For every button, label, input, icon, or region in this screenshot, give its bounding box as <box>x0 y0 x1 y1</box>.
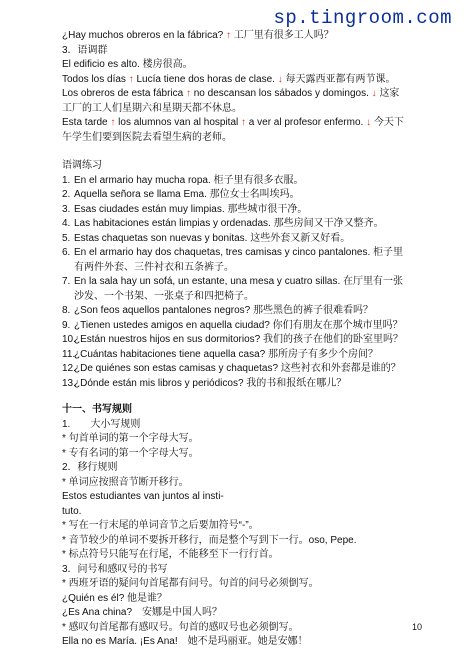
list-item: 2. Aquella señora se llama Ema. 那位女士名叫埃玛。 <box>62 189 300 200</box>
rule-line: * 感叹句首尾都有感叹号。句首的感叹号也必须倒写。 <box>62 621 299 633</box>
list-item-continuation: 沙发、一个书架、一张桌子和四把椅子。 <box>74 290 254 302</box>
rule-line: Estos estudiantes van juntos al insti- <box>62 491 224 502</box>
section-title: 十一、书写规则 <box>62 404 132 415</box>
text-line: Esta tarde ↑ los alumnos van al hospital ↑ a ver al profesor enfermo. ↓ 今天下 <box>62 117 404 128</box>
list-item: 9. ¿Tienen ustedes amigos en aquella ciudad? 你们有朋友在那个城市里吗？ <box>62 319 403 331</box>
falling-arrow: ↓ <box>366 117 372 128</box>
list-item: 7. En la sala hay un sofá, un estante, una mesa y cuatro sillas. 在厅里有一张 <box>62 276 404 287</box>
list-item: 10.¿Están nuestros hijos en sus dormitorios? 我们的孩子在他们的卧室里吗？ <box>62 334 403 345</box>
text-line: ¿Hay muchos obreros en la fábrica? ↑ 工厂里有很多工人吗？ <box>62 30 334 41</box>
watermark: sp.tingroom.com <box>273 7 452 29</box>
rising-arrow: ↑ <box>185 88 191 99</box>
rule-line: * 专有名词的第一个字母大写。 <box>62 447 199 459</box>
exercise-title: 语调练习 <box>62 160 102 171</box>
text-line: 午学生们要到医院去看望生病的老师。 <box>62 131 232 143</box>
list-item: 8. ¿Son feos aquellos pantalones negros? 那些黑色的裤子很难看吗？ <box>62 305 374 316</box>
exercise-list <box>62 174 432 392</box>
rising-arrow: ↑ <box>110 117 116 128</box>
rule-line: * 写在一行末尾的单词音节之后要加符号“-”。 <box>62 520 259 531</box>
document-page <box>62 29 432 650</box>
rule-line: * 标点符号只能写在行尾，不能移至下一行行首。 <box>62 549 279 560</box>
list-item: 13.¿Dónde están mis libros y periódicos? 我的书和报纸在哪儿？ <box>62 377 347 389</box>
list-item-continuation: 有两件外套、三件衬衣和五条裤子。 <box>74 261 234 273</box>
list-item: 12.¿De quiénes son estas camisas y chaquetas? 这些衬衣和外套都是谁的？ <box>62 363 401 374</box>
rule-line: Ella no es María. ¡Es Ana! 她不是玛丽亚。她是安娜！ <box>62 636 308 647</box>
rule-line: * 音节较少的单词不要拆开移行，而是整个写到下一行。oso, Pepe. <box>62 534 357 546</box>
falling-arrow: ↓ <box>371 88 377 99</box>
rule-line: 3．问号和感叹号的书写 <box>62 563 168 575</box>
rule-line: * 句首单词的第一个字母大写。 <box>62 433 199 444</box>
rule-line: 1. 大小写规则 <box>62 418 141 430</box>
rules-list <box>62 418 432 650</box>
rule-line: 2．移行规则 <box>62 462 118 473</box>
rule-line: * 西班牙语的疑问句首尾都有问号。句首的问号必须倒写。 <box>62 578 319 589</box>
rule-line: * 单词应按照音节断开移行。 <box>62 476 189 488</box>
rule-line: tuto. <box>62 505 82 517</box>
text-line: Todos los días ↑ Lucía tiene dos horas de clase. ↓ 每天露西亚都有两节课。 <box>62 73 396 85</box>
list-item: 6. En el armario hay dos chaquetas, tres camisas y cinco pantalones. 柜子里 <box>62 247 404 258</box>
rule-line: ¿Es Ana china? 安娜是中国人吗？ <box>62 607 223 618</box>
text-line: Los obreros de esta fábrica ↑ no descansan los sábados y domingos. ↓ 这家 <box>62 88 400 99</box>
list-item: 1. En el armario hay mucha ropa. 柜子里有很多衣服。 <box>62 174 304 186</box>
rising-arrow: ↑ <box>241 117 247 128</box>
rising-arrow: ↑ <box>128 73 134 85</box>
text-line: El edificio es alto. 楼房很高。 <box>62 59 193 70</box>
list-item: 3. Esas ciudades están muy limpias. 那些城市很干净。 <box>62 203 308 215</box>
list-item: 4. Las habitaciones están limpias y ordenadas. 那些房间又干净又整齐。 <box>62 218 384 229</box>
rising-arrow: ↑ <box>225 30 231 41</box>
page-number: 10 <box>411 622 422 632</box>
list-item: 5. Estas chaquetas son nuevas y bonitas. 这些外套又新又好看。 <box>62 232 351 244</box>
section-heading: 3．语调群 <box>62 44 108 56</box>
list-item: 11.¿Cuántas habitaciones tiene aquella casa? 那所房子有多少个房间？ <box>62 348 379 360</box>
rule-line: ¿Quién es él? 他是谁？ <box>62 592 168 604</box>
text-line: 工厂的工人们星期六和星期天都不休息。 <box>62 102 242 114</box>
falling-arrow: ↓ <box>277 73 283 85</box>
